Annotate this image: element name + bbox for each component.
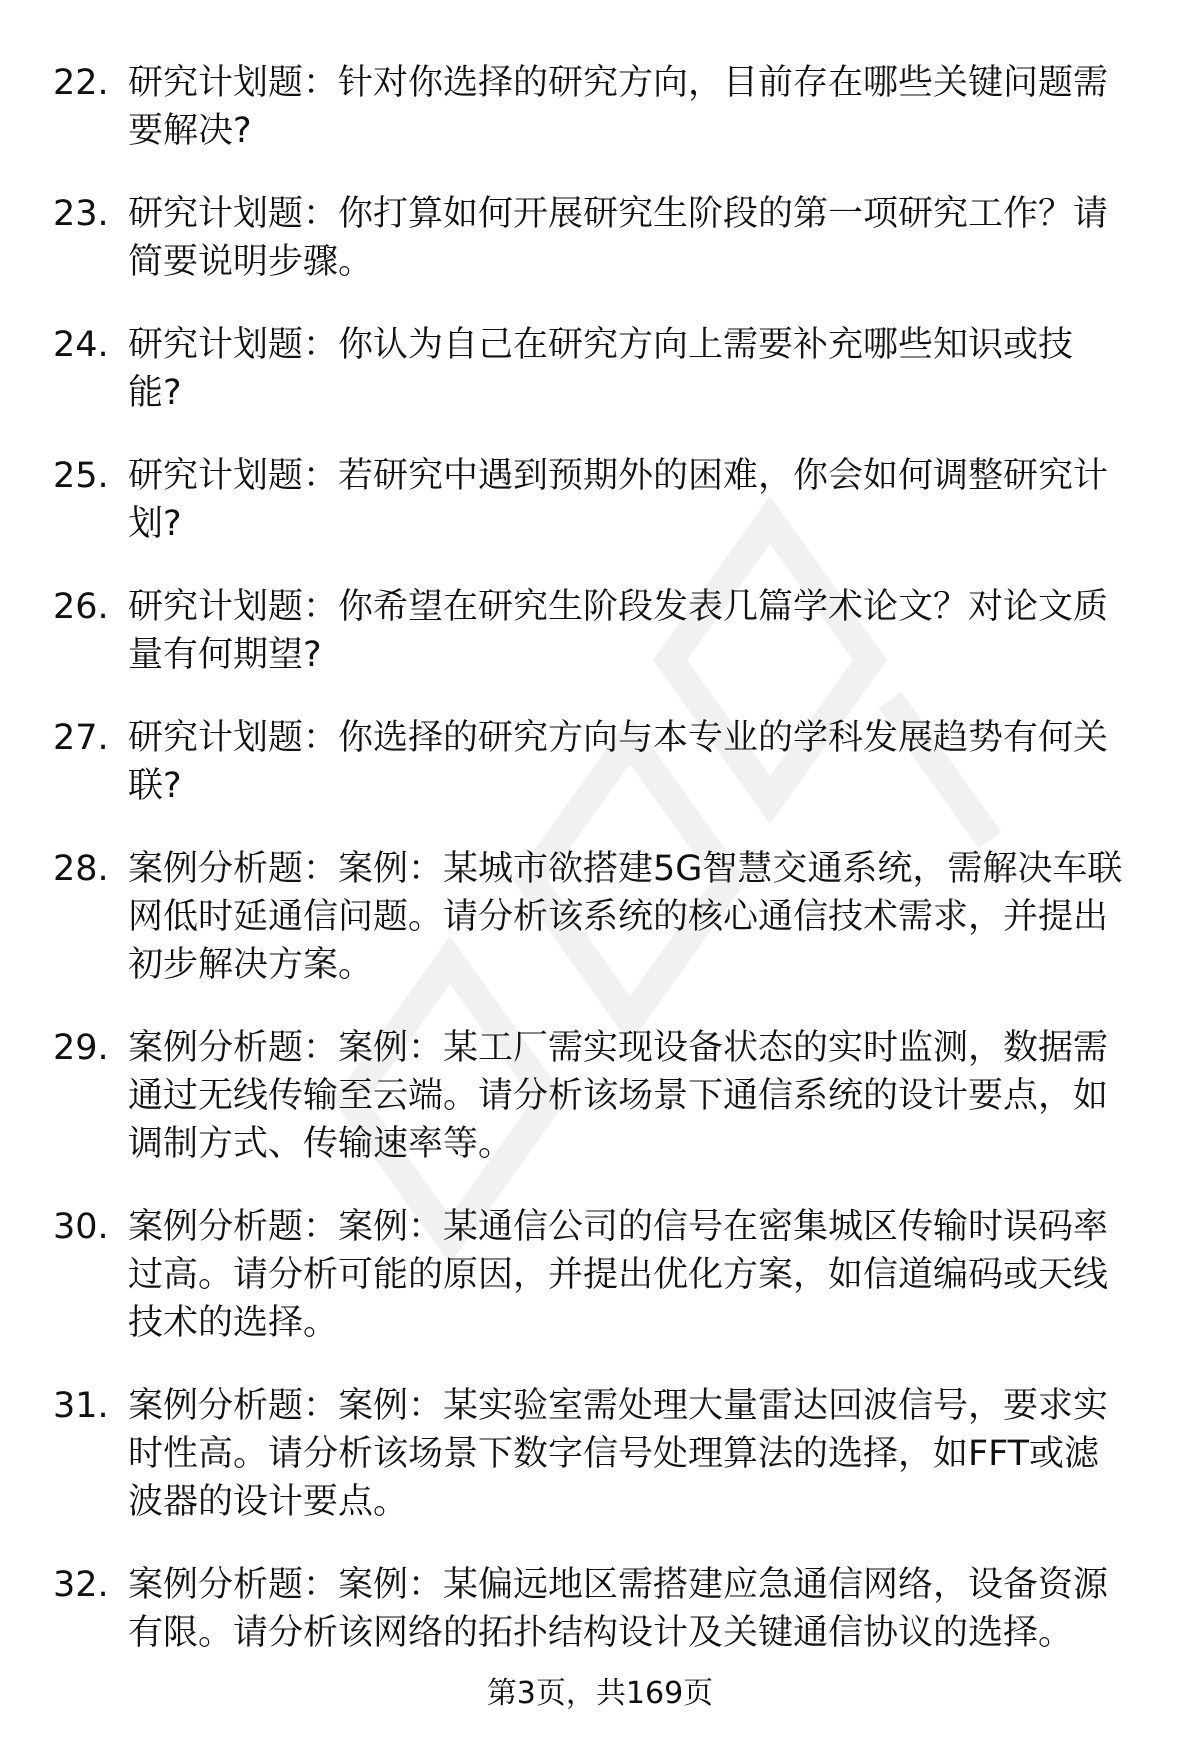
question-number: 26.	[53, 587, 109, 627]
question-text	[128, 714, 1200, 810]
question-text-line: 调制方式、传输速率等。	[128, 1124, 514, 1164]
question-text-line: 研究计划题：你希望在研究生阶段发表几篇学术论文？对论文质	[128, 587, 1109, 627]
question-text-line: 案例分析题：案例：某偏远地区需搭建应急通信网络，设备资源	[128, 1565, 1109, 1605]
question-text-line: 案例分析题：案例：某城市欲搭建5G智慧交通系统，需解决车联	[128, 849, 1123, 889]
question-item	[0, 1203, 1200, 1347]
question-item	[0, 190, 1200, 286]
question-text-line: 网低时延通信问题。请分析该系统的核心通信技术需求，并提出	[128, 897, 1109, 937]
question-item	[0, 1382, 1200, 1526]
question-text-line: 研究计划题：针对你选择的研究方向，目前存在哪些关键问题需	[128, 63, 1109, 103]
question-text-line: 初步解决方案。	[128, 945, 374, 985]
question-text-line: 案例分析题：案例：某工厂需实现设备状态的实时监测，数据需	[128, 1028, 1109, 1068]
question-text-line: 时性高。请分析该场景下数字信号处理算法的选择，如FFT或滤	[128, 1434, 1100, 1474]
question-text-line: 案例分析题：案例：某通信公司的信号在密集城区传输时误码率	[128, 1207, 1109, 1247]
question-text	[128, 845, 1200, 989]
question-number: 31.	[53, 1386, 109, 1426]
question-item	[0, 583, 1200, 679]
page-number: 第3页，共169页	[486, 1676, 714, 1711]
question-number: 28.	[53, 849, 109, 889]
question-item	[0, 59, 1200, 155]
question-text-line: 简要说明步骤。	[128, 242, 374, 282]
question-text-line: 波器的设计要点。	[128, 1482, 409, 1522]
question-number: 22.	[53, 63, 109, 103]
question-item	[0, 1024, 1200, 1168]
question-item	[0, 321, 1200, 417]
question-text	[128, 583, 1200, 679]
question-text-line: 能?	[128, 373, 182, 413]
question-number: 30.	[53, 1207, 109, 1247]
question-number: 25.	[53, 456, 109, 496]
question-text-line: 联?	[128, 766, 182, 806]
question-text-line: 研究计划题：你认为自己在研究方向上需要补充哪些知识或技	[128, 325, 1074, 365]
question-text-line: 技术的选择。	[128, 1303, 339, 1343]
question-text	[128, 1382, 1200, 1526]
question-number: 32.	[53, 1565, 109, 1605]
question-text	[128, 190, 1200, 286]
question-text	[128, 59, 1200, 155]
question-item	[0, 1561, 1200, 1657]
question-number: 24.	[53, 325, 109, 365]
question-text-line: 研究计划题：你打算如何开展研究生阶段的第一项研究工作？请	[128, 194, 1109, 234]
question-text-line: 有限。请分析该网络的拓扑结构设计及关键通信协议的选择。	[128, 1613, 1074, 1653]
question-number: 27.	[53, 718, 109, 758]
question-number: 23.	[53, 194, 109, 234]
question-text-line: 过高。请分析可能的原因，并提出优化方案，如信道编码或天线	[128, 1255, 1109, 1295]
question-text	[128, 1024, 1200, 1168]
question-item	[0, 714, 1200, 810]
question-text-line: 案例分析题：案例：某实验室需处理大量雷达回波信号，要求实	[128, 1386, 1109, 1426]
question-text-line: 研究计划题：你选择的研究方向与本专业的学科发展趋势有何关	[128, 718, 1109, 758]
question-list	[0, 59, 1200, 1692]
question-text	[128, 1203, 1200, 1347]
question-number: 29.	[53, 1028, 109, 1068]
question-item	[0, 452, 1200, 548]
question-text	[128, 452, 1200, 548]
question-text-line: 要解决?	[128, 111, 252, 151]
question-text-line: 划?	[128, 504, 182, 544]
question-text	[128, 321, 1200, 417]
question-item	[0, 845, 1200, 989]
question-text	[128, 1561, 1200, 1657]
question-text-line: 研究计划题：若研究中遇到预期外的困难，你会如何调整研究计	[128, 456, 1109, 496]
question-text-line: 通过无线传输至云端。请分析该场景下通信系统的设计要点，如	[128, 1076, 1109, 1116]
question-text-line: 量有何期望?	[128, 635, 322, 675]
